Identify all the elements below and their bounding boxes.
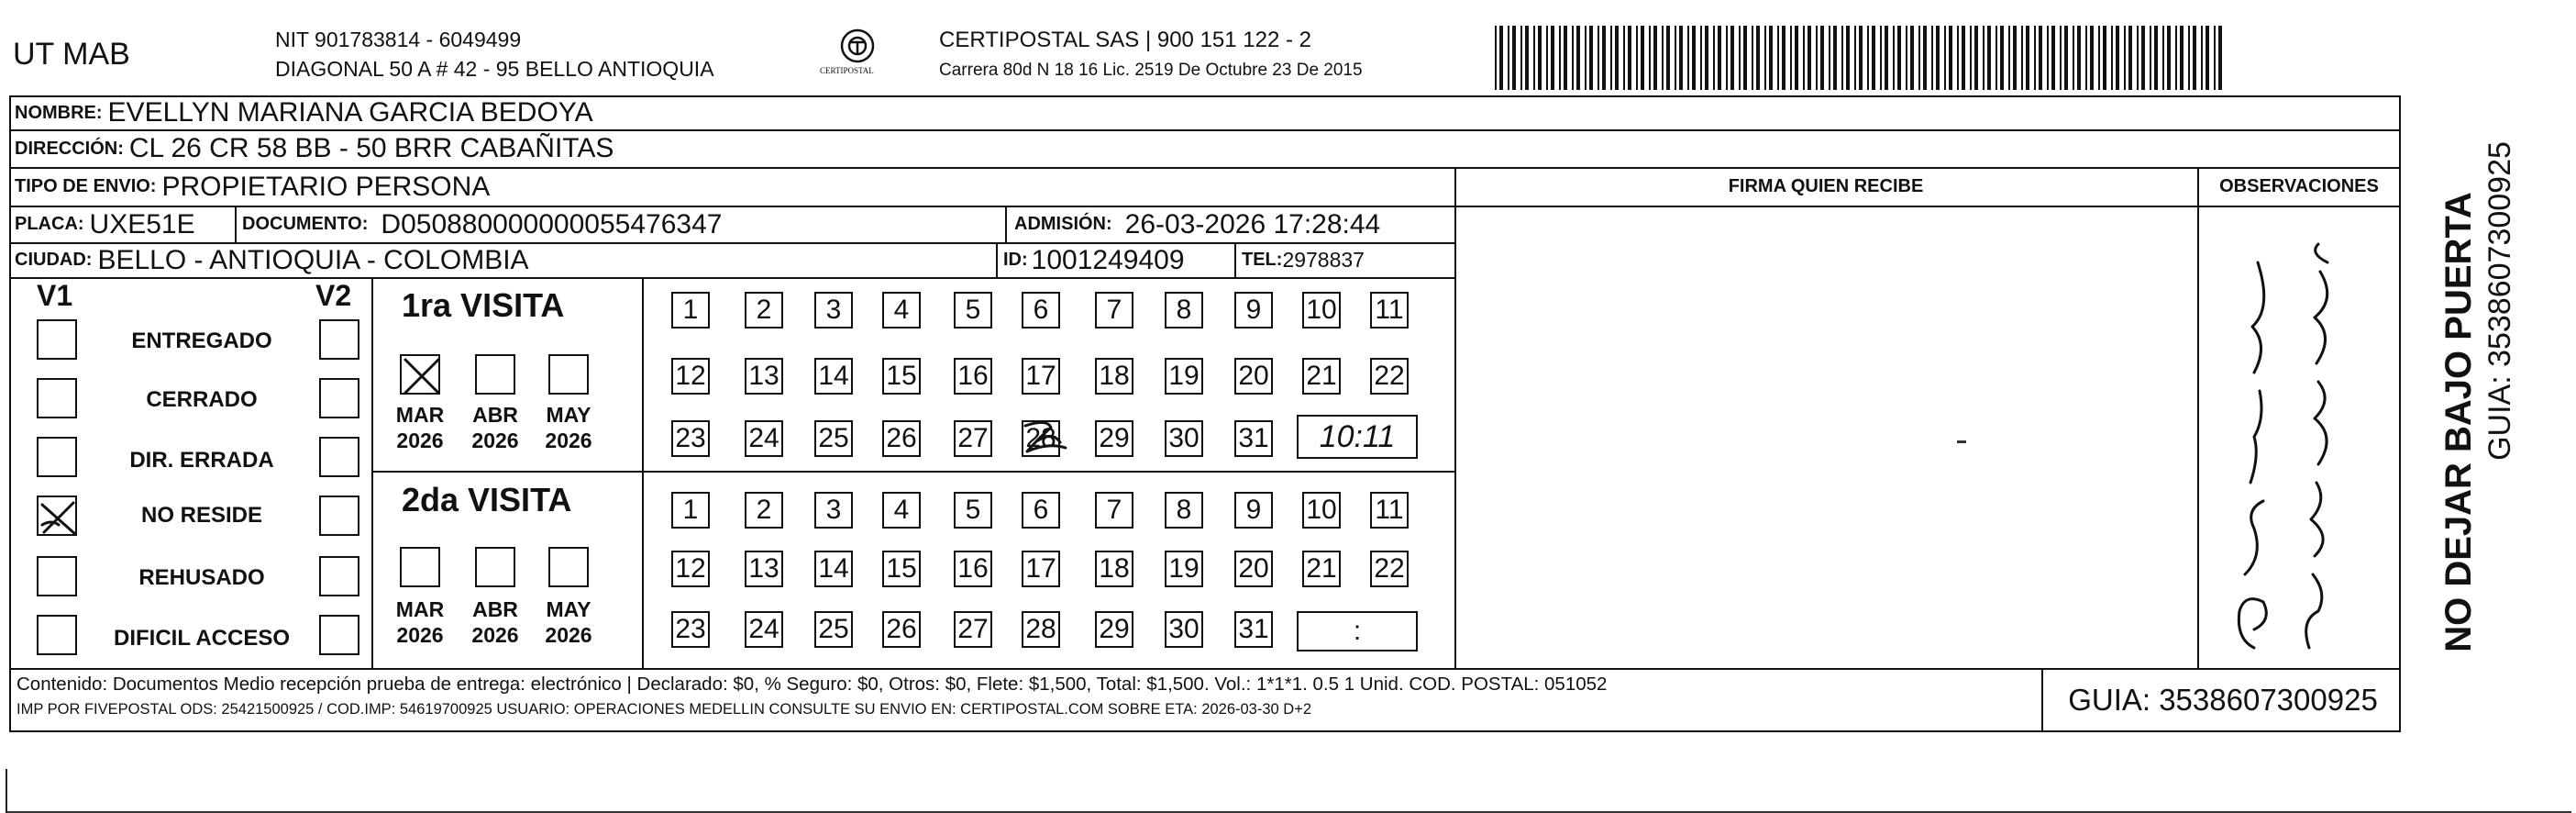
barcode-bar: [1795, 26, 1798, 90]
barcode-bar: [2013, 26, 2017, 90]
barcode-bar: [1615, 26, 1619, 90]
barcode-bar: [1726, 26, 1728, 90]
barcode-bar: [1739, 26, 1741, 90]
company-nit: NIT 901783814 - 6049499: [275, 28, 522, 51]
barcode-bar: [2008, 26, 2010, 90]
visit1-day-box[interactable]: 9: [1234, 292, 1273, 329]
barcode-bar: [1713, 26, 1715, 90]
visit2-title: 2da VISITA: [402, 481, 572, 518]
status-dir-errada: DIR. ERRADA: [129, 448, 274, 473]
barcode: [1495, 26, 2225, 90]
barcode-bar: [1893, 26, 1895, 90]
visit2-day-box[interactable]: 31: [1234, 611, 1273, 648]
barcode-bar: [1841, 26, 1843, 90]
observaciones-header: OBSERVACIONES: [2219, 176, 2379, 196]
barcode-bar: [1777, 26, 1779, 90]
barcode-bar: [1859, 26, 1863, 90]
v1-checkbox-dificil-acceso[interactable]: [37, 615, 77, 655]
tel-label: TEL:: [1242, 250, 1283, 270]
barcode-bar: [2103, 26, 2106, 90]
barcode-bar: [2206, 26, 2209, 90]
barcode-bar: [1533, 26, 1535, 90]
barcode-bar: [1666, 26, 1670, 90]
visit2-month-may: MAY 2026: [545, 597, 592, 647]
barcode-bar: [2201, 26, 2203, 90]
barcode-bar: [2039, 26, 2042, 90]
carrier-license: Carrera 80d N 18 16 Lic. 2519 De Octubre 23 De 2015: [939, 61, 1363, 80]
carrier-name: CERTIPOSTAL SAS | 900 151 122 - 2: [939, 28, 1311, 52]
firma-header: FIRMA QUIEN RECIBE: [1728, 176, 1924, 196]
visit1-day-box[interactable]: 15: [882, 358, 921, 395]
tel-value: 2978837: [1282, 248, 1365, 272]
barcode-bar: [1525, 26, 1529, 90]
barcode-bar: [1700, 26, 1702, 90]
barcode-bar: [1649, 26, 1651, 90]
barcode-bar: [1730, 26, 1734, 90]
barcode-bar: [2060, 26, 2062, 90]
barcode-bar: [1546, 26, 1548, 90]
footer-contenido: Contenido: Documentos Medio recepción prueba de entrega: electrónico | Declarado: $0, % Seguro: $0, Otros: $0, Flete: $1,500, Total: $1,500. Vol.: 1*1*1. 0.5 1 Unid. COD. POSTAL: 051052: [17, 674, 1608, 695]
v2-checkbox-rehusado[interactable]: [319, 556, 359, 596]
status-rehusado: REHUSADO: [138, 565, 265, 590]
barcode-bar: [2000, 26, 2004, 90]
barcode-bar: [2128, 26, 2132, 90]
visit1-day-box[interactable]: 24: [745, 420, 783, 457]
barcode-bar: [1897, 26, 1901, 90]
barcode-bar: [1623, 26, 1625, 90]
barcode-bar: [1520, 26, 1522, 90]
barcode-bar: [1996, 26, 1997, 90]
barcode-bar: [1508, 26, 1509, 90]
barcode-bar: [1564, 26, 1567, 90]
visit1-month-abr: ABR 2026: [471, 403, 519, 452]
company-address: DIAGONAL 50 A # 42 - 95 BELLO ANTIOQUIA: [275, 57, 714, 81]
barcode-bar: [2137, 26, 2139, 90]
visit2-day-box[interactable]: 7: [1095, 492, 1133, 529]
barcode-bar: [1687, 26, 1689, 90]
barcode-bar: [1931, 26, 1933, 90]
check-mark-icon: [402, 356, 442, 396]
barcode-bar: [1846, 26, 1850, 90]
barcode-bar: [1551, 26, 1554, 90]
handwritten-note-icon: [2199, 207, 2399, 666]
ciudad-value: BELLO - ANTIOQUIA - COLOMBIA: [97, 244, 529, 275]
visit1-day-box[interactable]: 23: [671, 420, 710, 457]
barcode-bar: [2111, 26, 2113, 90]
visit2-day-box[interactable]: 16: [954, 551, 992, 587]
v2-checkbox-dificil-acceso[interactable]: [319, 615, 359, 655]
ciudad-label: CIUDAD:: [15, 250, 93, 270]
barcode-bar: [1880, 26, 1882, 90]
barcode-bar: [1576, 26, 1580, 90]
barcode-bar: [1782, 26, 1786, 90]
v2-checkbox-no-reside[interactable]: [319, 496, 359, 536]
visit2-day-box[interactable]: 10: [1302, 492, 1341, 529]
visit2-day-box[interactable]: 24: [745, 611, 783, 648]
nombre-label: NOMBRE:: [15, 102, 103, 123]
visit1-month-mar: MAR 2026: [395, 403, 445, 452]
barcode-bar: [1641, 26, 1644, 90]
barcode-bar: [1970, 26, 1972, 90]
barcode-bar: [2090, 26, 2094, 90]
visit2-day-box[interactable]: 29: [1095, 611, 1133, 648]
visit2-month-abr: ABR 2026: [471, 597, 519, 647]
barcode-bar: [1816, 26, 1818, 90]
visit1-day-box[interactable]: 7: [1095, 292, 1133, 329]
visit1-day-box[interactable]: 11: [1370, 292, 1409, 329]
visit2-day-box[interactable]: 27: [954, 611, 992, 648]
visit2-day-box[interactable]: 20: [1234, 551, 1273, 587]
id-label: ID:: [1003, 250, 1028, 270]
barcode-bar: [1910, 26, 1914, 90]
signature-area[interactable]: [1458, 207, 2195, 666]
nombre-value: EVELLYN MARIANA GARCIA BEDOYA: [107, 97, 593, 128]
visit1-day-box[interactable]: 10: [1302, 292, 1341, 329]
barcode-bar: [2124, 26, 2126, 90]
visit2-day-box[interactable]: 8: [1165, 492, 1203, 529]
visit1-day-box[interactable]: 27: [954, 420, 992, 457]
admision-value: 26-03-2026 17:28:44: [1124, 208, 1381, 239]
visit2-day-box[interactable]: 21: [1302, 551, 1341, 587]
barcode-bar: [1585, 26, 1587, 90]
visit1-day-box[interactable]: 12: [671, 358, 710, 395]
barcode-bar: [2188, 26, 2190, 90]
barcode-bar: [2150, 26, 2151, 90]
visit2-time-box[interactable]: [1297, 611, 1418, 652]
barcode-bar: [2175, 26, 2177, 90]
barcode-bar: [2214, 26, 2216, 90]
barcode-bar: [1662, 26, 1664, 90]
barcode-bar: [2047, 26, 2049, 90]
barcode-bar: [1764, 26, 1766, 90]
tipo-envio-value: PROPIETARIO PERSONA: [161, 171, 491, 202]
barcode-bar: [1803, 26, 1805, 90]
barcode-bar: [1829, 26, 1830, 90]
direccion-label: DIRECCIÓN:: [15, 138, 124, 159]
barcode-bar: [1705, 26, 1708, 90]
visit1-day-box[interactable]: 26: [882, 420, 921, 457]
barcode-bar: [1559, 26, 1561, 90]
id-value: 1001249409: [1031, 244, 1185, 275]
visit2-day-box[interactable]: 22: [1370, 551, 1409, 587]
barcode-bar: [1867, 26, 1869, 90]
barcode-bar: [2077, 26, 2081, 90]
barcode-bar: [1906, 26, 1907, 90]
visit2-day-box[interactable]: 9: [1234, 492, 1273, 529]
footer-imp: IMP POR FIVEPOSTAL ODS: 25421500925 / COD.IMP: 54619700925 USUARIO: OPERACIONES MEDELLIN CONSULTE SU ENVIO EN: CERTIPOSTAL.COM SOBRE ETA: 2026-03-30 D+2: [17, 701, 1312, 718]
barcode-bar: [1820, 26, 1824, 90]
visit1-day-box[interactable]: 13: [745, 358, 783, 395]
barcode-bar: [1495, 26, 1497, 90]
barcode-bar: [1885, 26, 1888, 90]
certipostal-logo: [807, 28, 908, 83]
barcode-bar: [2218, 26, 2222, 90]
barcode-bar: [1692, 26, 1696, 90]
v1-checkbox-entregado[interactable]: [37, 319, 77, 360]
visit2-time: :: [1353, 616, 1362, 646]
visit2-day-box[interactable]: 17: [1022, 551, 1060, 587]
v2-checkbox-entregado[interactable]: [319, 319, 359, 360]
visit2-month-mar-checkbox[interactable]: [400, 547, 440, 587]
documento-label: DOCUMENTO:: [242, 214, 369, 234]
barcode-bar: [2026, 26, 2029, 90]
visit1-day-box[interactable]: 29: [1095, 420, 1133, 457]
visit1-day-box[interactable]: 25: [814, 420, 853, 457]
visit2-day-box[interactable]: 6: [1022, 492, 1060, 529]
visit2-day-box[interactable]: 26: [882, 611, 921, 648]
barcode-bar: [2051, 26, 2055, 90]
visit2-day-box[interactable]: 14: [814, 551, 853, 587]
visit1-month-may: MAY 2026: [545, 403, 592, 452]
visit1-day-box[interactable]: 16: [954, 358, 992, 395]
status-no-reside: NO RESIDE: [140, 503, 263, 528]
visit1-day-box[interactable]: 8: [1165, 292, 1203, 329]
v1-checkbox-cerrado[interactable]: [37, 378, 77, 418]
barcode-bar: [1602, 26, 1606, 90]
visit2-month-abr-checkbox[interactable]: [475, 547, 515, 587]
documento-value: D050880000000055476347: [381, 208, 723, 239]
visit1-day-box[interactable]: 14: [814, 358, 853, 395]
placa-value: UXE51E: [89, 208, 195, 239]
direccion-value: CL 26 CR 58 BB - 50 BRR CABAÑITAS: [128, 133, 614, 163]
visit1-day-box[interactable]: 19: [1165, 358, 1203, 395]
side-notice: NO DEJAR BAJO PUERTA: [2438, 192, 2479, 652]
barcode-bar: [1752, 26, 1753, 90]
visit2-day-box[interactable]: 25: [814, 611, 853, 648]
barcode-bar: [2193, 26, 2196, 90]
barcode-bar: [1512, 26, 1516, 90]
barcode-bar: [1918, 26, 1920, 90]
barcode-bar: [2098, 26, 2100, 90]
admision-label: ADMISIÓN:: [1014, 214, 1112, 234]
visit1-title: 1ra VISITA: [402, 286, 565, 324]
barcode-bar: [2167, 26, 2171, 90]
barcode-bar: [2085, 26, 2087, 90]
visit2-day-box[interactable]: 12: [671, 551, 710, 587]
visit2-day-box[interactable]: 4: [882, 492, 921, 529]
check-mark-icon: [39, 497, 79, 538]
barcode-bar: [1987, 26, 1991, 90]
visit2-day-box[interactable]: 13: [745, 551, 783, 587]
v1-checkbox-rehusado[interactable]: [37, 556, 77, 596]
barcode-bar: [1962, 26, 1965, 90]
visit1-month-may-checkbox[interactable]: [548, 354, 589, 395]
visit2-day-box[interactable]: 3: [814, 492, 853, 529]
barcode-bar: [1718, 26, 1721, 90]
visit1-month-abr-checkbox[interactable]: [475, 354, 515, 395]
v2-checkbox-cerrado[interactable]: [319, 378, 359, 418]
barcode-bar: [2034, 26, 2036, 90]
visit2-month-mar: MAR 2026: [395, 597, 445, 647]
barcode-bar: [2141, 26, 2145, 90]
v1-header: V1: [37, 279, 73, 312]
barcode-bar: [1636, 26, 1638, 90]
visit1-day-box[interactable]: 3: [814, 292, 853, 329]
visit1-day-box[interactable]: 21: [1302, 358, 1341, 395]
barcode-bar: [1854, 26, 1856, 90]
barcode-bar: [1598, 26, 1599, 90]
barcode-bar: [1628, 26, 1631, 90]
barcode-bar: [1944, 26, 1946, 90]
visit2-day-box[interactable]: 23: [671, 611, 710, 648]
visit2-day-box[interactable]: 18: [1095, 551, 1133, 587]
status-cerrado: CERRADO: [146, 387, 258, 412]
barcode-bar: [1756, 26, 1760, 90]
logo-text: CERTIPOSTAL: [820, 66, 874, 75]
company-name: UT MAB: [13, 37, 130, 72]
v1-checkbox-dir-errada[interactable]: [37, 437, 77, 477]
v2-checkbox-dir-errada[interactable]: [319, 437, 359, 477]
visit1-day-box[interactable]: 17: [1022, 358, 1060, 395]
tipo-envio-label: TIPO DE ENVIO:: [15, 176, 157, 196]
barcode-bar: [2021, 26, 2023, 90]
visit1-day-box[interactable]: 4: [882, 292, 921, 329]
visit1-time: 10:11: [1319, 418, 1396, 454]
scan-mark-left: [6, 769, 7, 813]
stray-mark: [1957, 440, 1966, 443]
barcode-bar: [1949, 26, 1952, 90]
visit1-day-box[interactable]: 6: [1022, 292, 1060, 329]
visit1-day-box[interactable]: 5: [954, 292, 992, 329]
barcode-bar: [1679, 26, 1683, 90]
barcode-bar: [2073, 26, 2074, 90]
visit2-day-box[interactable]: 28: [1022, 611, 1060, 648]
visit1-day-box[interactable]: 1: [671, 292, 710, 329]
visit1-month-mar-checkbox[interactable]: [400, 354, 440, 395]
barcode-bar: [1653, 26, 1657, 90]
visit1-day-box[interactable]: 30: [1165, 420, 1203, 457]
visit1-day-box[interactable]: 28: [1022, 420, 1060, 457]
visit2-day-box[interactable]: 1: [671, 492, 710, 529]
barcode-bar: [1610, 26, 1612, 90]
observaciones-area[interactable]: [2199, 207, 2399, 666]
barcode-bar: [1833, 26, 1837, 90]
footer-guia: GUIA: 3538607300925: [2068, 683, 2378, 717]
visit1-time-box[interactable]: [1297, 415, 1418, 459]
v2-header: V2: [315, 279, 352, 312]
visit2-day-box[interactable]: 30: [1165, 611, 1203, 648]
visit1-day-box[interactable]: 20: [1234, 358, 1273, 395]
barcode-bar: [2154, 26, 2158, 90]
placa-label: PLACA:: [15, 214, 84, 234]
barcode-bar: [2064, 26, 2068, 90]
visit2-month-may-checkbox[interactable]: [548, 547, 589, 587]
visit1-day-box[interactable]: 2: [745, 292, 783, 329]
side-guia: GUIA: 3538607300925: [2482, 141, 2517, 461]
visit2-day-box[interactable]: 2: [745, 492, 783, 529]
barcode-bar: [1790, 26, 1792, 90]
status-dificil-acceso: DIFICIL ACCESO: [113, 626, 290, 651]
barcode-bar: [1923, 26, 1927, 90]
barcode-bar: [1872, 26, 1875, 90]
barcode-bar: [1675, 26, 1676, 90]
barcode-bar: [1499, 26, 1503, 90]
visit2-day-box[interactable]: 19: [1165, 551, 1203, 587]
visit1-day-box[interactable]: 31: [1234, 420, 1273, 457]
barcode-bar: [2180, 26, 2184, 90]
barcode-bar: [1974, 26, 1978, 90]
visit1-day-box[interactable]: 22: [1370, 358, 1409, 395]
status-entregado: ENTREGADO: [131, 329, 272, 353]
barcode-bar: [1983, 26, 1985, 90]
barcode-bar: [1769, 26, 1773, 90]
barcode-bar: [1936, 26, 1940, 90]
barcode-bar: [1538, 26, 1542, 90]
v1-checkbox-no-reside[interactable]: [37, 496, 77, 536]
visit2-day-box[interactable]: 15: [882, 551, 921, 587]
barcode-bar: [1572, 26, 1574, 90]
barcode-bar: [2162, 26, 2164, 90]
barcode-bar: [2116, 26, 2119, 90]
visit2-day-box[interactable]: 11: [1370, 492, 1409, 529]
barcode-bar: [1808, 26, 1811, 90]
visit2-day-box[interactable]: 5: [954, 492, 992, 529]
barcode-bar: [1743, 26, 1747, 90]
barcode-bar: [1589, 26, 1593, 90]
day-scribble-icon: [1020, 415, 1075, 461]
visit1-day-box[interactable]: 18: [1095, 358, 1133, 395]
barcode-bar: [1957, 26, 1959, 90]
